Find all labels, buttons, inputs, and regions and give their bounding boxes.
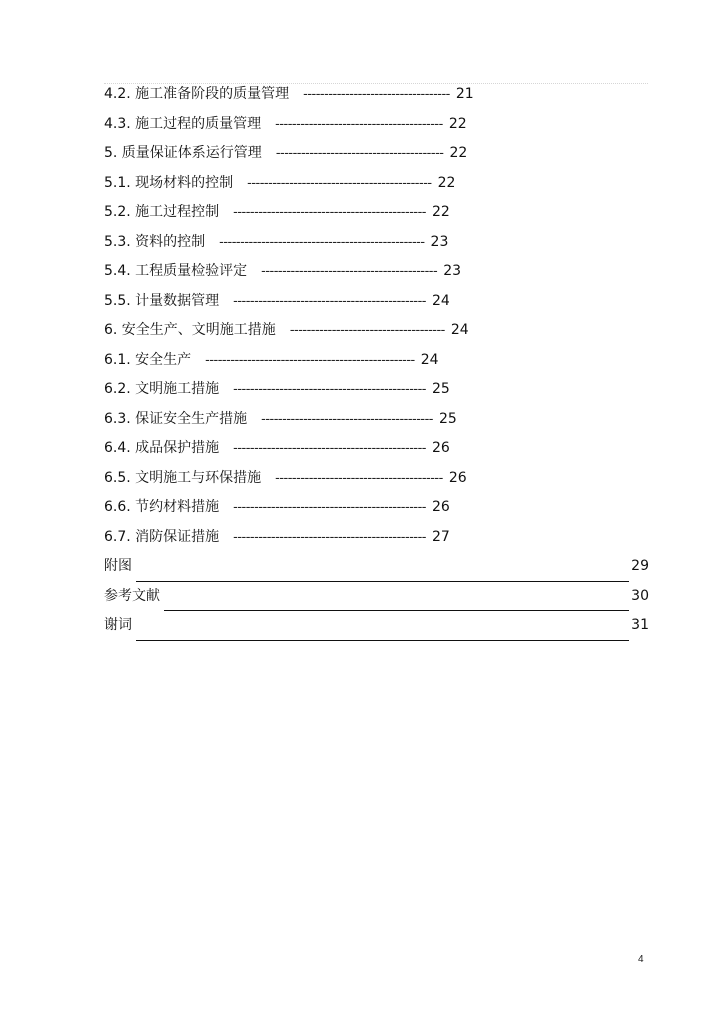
toc-line-leader	[136, 620, 629, 641]
toc-dash-leader: ----------------------------------------	[275, 470, 443, 486]
toc-entry[interactable]	[104, 464, 649, 494]
toc-dash-leader: ----------------------------------------------	[233, 205, 426, 220]
toc-entry-page: 24	[450, 322, 469, 338]
toc-entry-page: 26	[448, 469, 467, 486]
toc-entry[interactable]	[104, 110, 649, 140]
toc-entry-label: 6.3. 保证安全生产措施	[104, 410, 248, 427]
toc-entry-page: 30	[631, 587, 649, 604]
toc-line-leader	[136, 561, 629, 582]
toc-entry-label: 5.2. 施工过程控制	[104, 204, 220, 220]
toc-entry-page: 27	[431, 528, 450, 545]
toc-entry-label: 5.5. 计量数据管理	[104, 292, 220, 309]
toc-entry[interactable]	[104, 257, 649, 287]
toc-dash-leader: ----------------------------------------	[275, 146, 444, 161]
toc-dash-leader: --------------------------------------------	[247, 175, 432, 191]
toc-entry-label: 附图	[104, 558, 132, 574]
toc-entry-label: 6.5. 文明施工与环保措施	[104, 469, 262, 486]
toc-entry-label: 5.4. 工程质量检验评定	[104, 263, 248, 279]
toc-entry[interactable]	[104, 405, 649, 435]
toc-entry-page: 23	[430, 233, 449, 250]
page-number: 4	[638, 954, 644, 965]
toc-entry[interactable]	[104, 228, 649, 258]
toc-line-leader	[164, 590, 629, 611]
toc-entry-label: 6.4. 成品保护措施	[104, 440, 220, 456]
toc-entry-page: 21	[455, 86, 474, 102]
toc-dash-leader: -----------------------------------	[303, 87, 450, 102]
toc-entry-label: 参考文献	[104, 587, 160, 604]
toc-entry-page: 26	[431, 440, 450, 456]
toc-dash-leader: -------------------------------------	[289, 323, 445, 338]
toc-entry[interactable]	[104, 80, 649, 110]
toc-entry[interactable]	[104, 287, 649, 317]
toc-entry-page: 22	[448, 115, 467, 132]
toc-entry[interactable]	[104, 375, 649, 405]
toc-entry[interactable]	[104, 346, 649, 376]
toc-dash-leader: ------------------------------------------	[261, 264, 438, 279]
toc-entry[interactable]	[104, 169, 649, 199]
toc-dash-leader: -------------------------------------------------	[219, 234, 425, 250]
toc-dash-leader: ----------------------------------------	[275, 116, 443, 132]
toc-entry-label: 5.3. 资料的控制	[104, 233, 206, 250]
toc-dash-leader: ----------------------------------------------	[233, 293, 426, 309]
toc-entry-label: 6.1. 安全生产	[104, 351, 192, 368]
toc-entry[interactable]	[104, 434, 649, 464]
toc-entry-label: 谢词	[104, 617, 132, 633]
toc-dash-leader: -----------------------------------------	[261, 411, 433, 427]
toc-dash-leader: ----------------------------------------------	[233, 441, 426, 456]
toc-dash-leader: ----------------------------------------------	[233, 500, 426, 515]
toc-entry-label: 6. 安全生产、文明施工措施	[104, 322, 276, 338]
toc-entry-page: 24	[431, 292, 450, 309]
toc-dash-leader: ----------------------------------------------	[233, 529, 426, 545]
toc-entry[interactable]	[104, 582, 649, 612]
toc-entry-page: 26	[431, 499, 450, 515]
toc-entry-label: 5.1. 现场材料的控制	[104, 174, 234, 191]
toc-entry-page: 22	[431, 204, 450, 220]
toc-entry-page: 24	[420, 351, 439, 368]
toc-entry[interactable]	[104, 316, 649, 346]
toc-entry-label: 6.6. 节约材料措施	[104, 499, 220, 515]
toc-entry-page: 22	[449, 145, 468, 161]
toc-entry-page: 29	[631, 558, 649, 574]
table-of-contents	[104, 80, 649, 641]
toc-entry-page: 22	[437, 174, 456, 191]
toc-entry-page: 23	[443, 263, 462, 279]
toc-entry[interactable]	[104, 198, 649, 228]
toc-entry-label: 4.2. 施工准备阶段的质量管理	[104, 86, 290, 102]
toc-entry[interactable]	[104, 493, 649, 523]
toc-entry-page: 31	[631, 617, 649, 633]
toc-entry-label: 5. 质量保证体系运行管理	[104, 145, 262, 161]
toc-entry[interactable]	[104, 552, 649, 582]
toc-dash-leader: ----------------------------------------------	[233, 382, 426, 397]
toc-entry[interactable]	[104, 139, 649, 169]
toc-entry-label: 6.2. 文明施工措施	[104, 381, 220, 397]
toc-entry-label: 6.7. 消防保证措施	[104, 528, 220, 545]
toc-entry[interactable]	[104, 523, 649, 553]
toc-entry-page: 25	[439, 410, 457, 427]
toc-dash-leader: --------------------------------------------------	[205, 352, 415, 368]
toc-entry-label: 4.3. 施工过程的质量管理	[104, 115, 262, 132]
toc-entry[interactable]	[104, 611, 649, 641]
toc-entry-page: 25	[431, 381, 450, 397]
